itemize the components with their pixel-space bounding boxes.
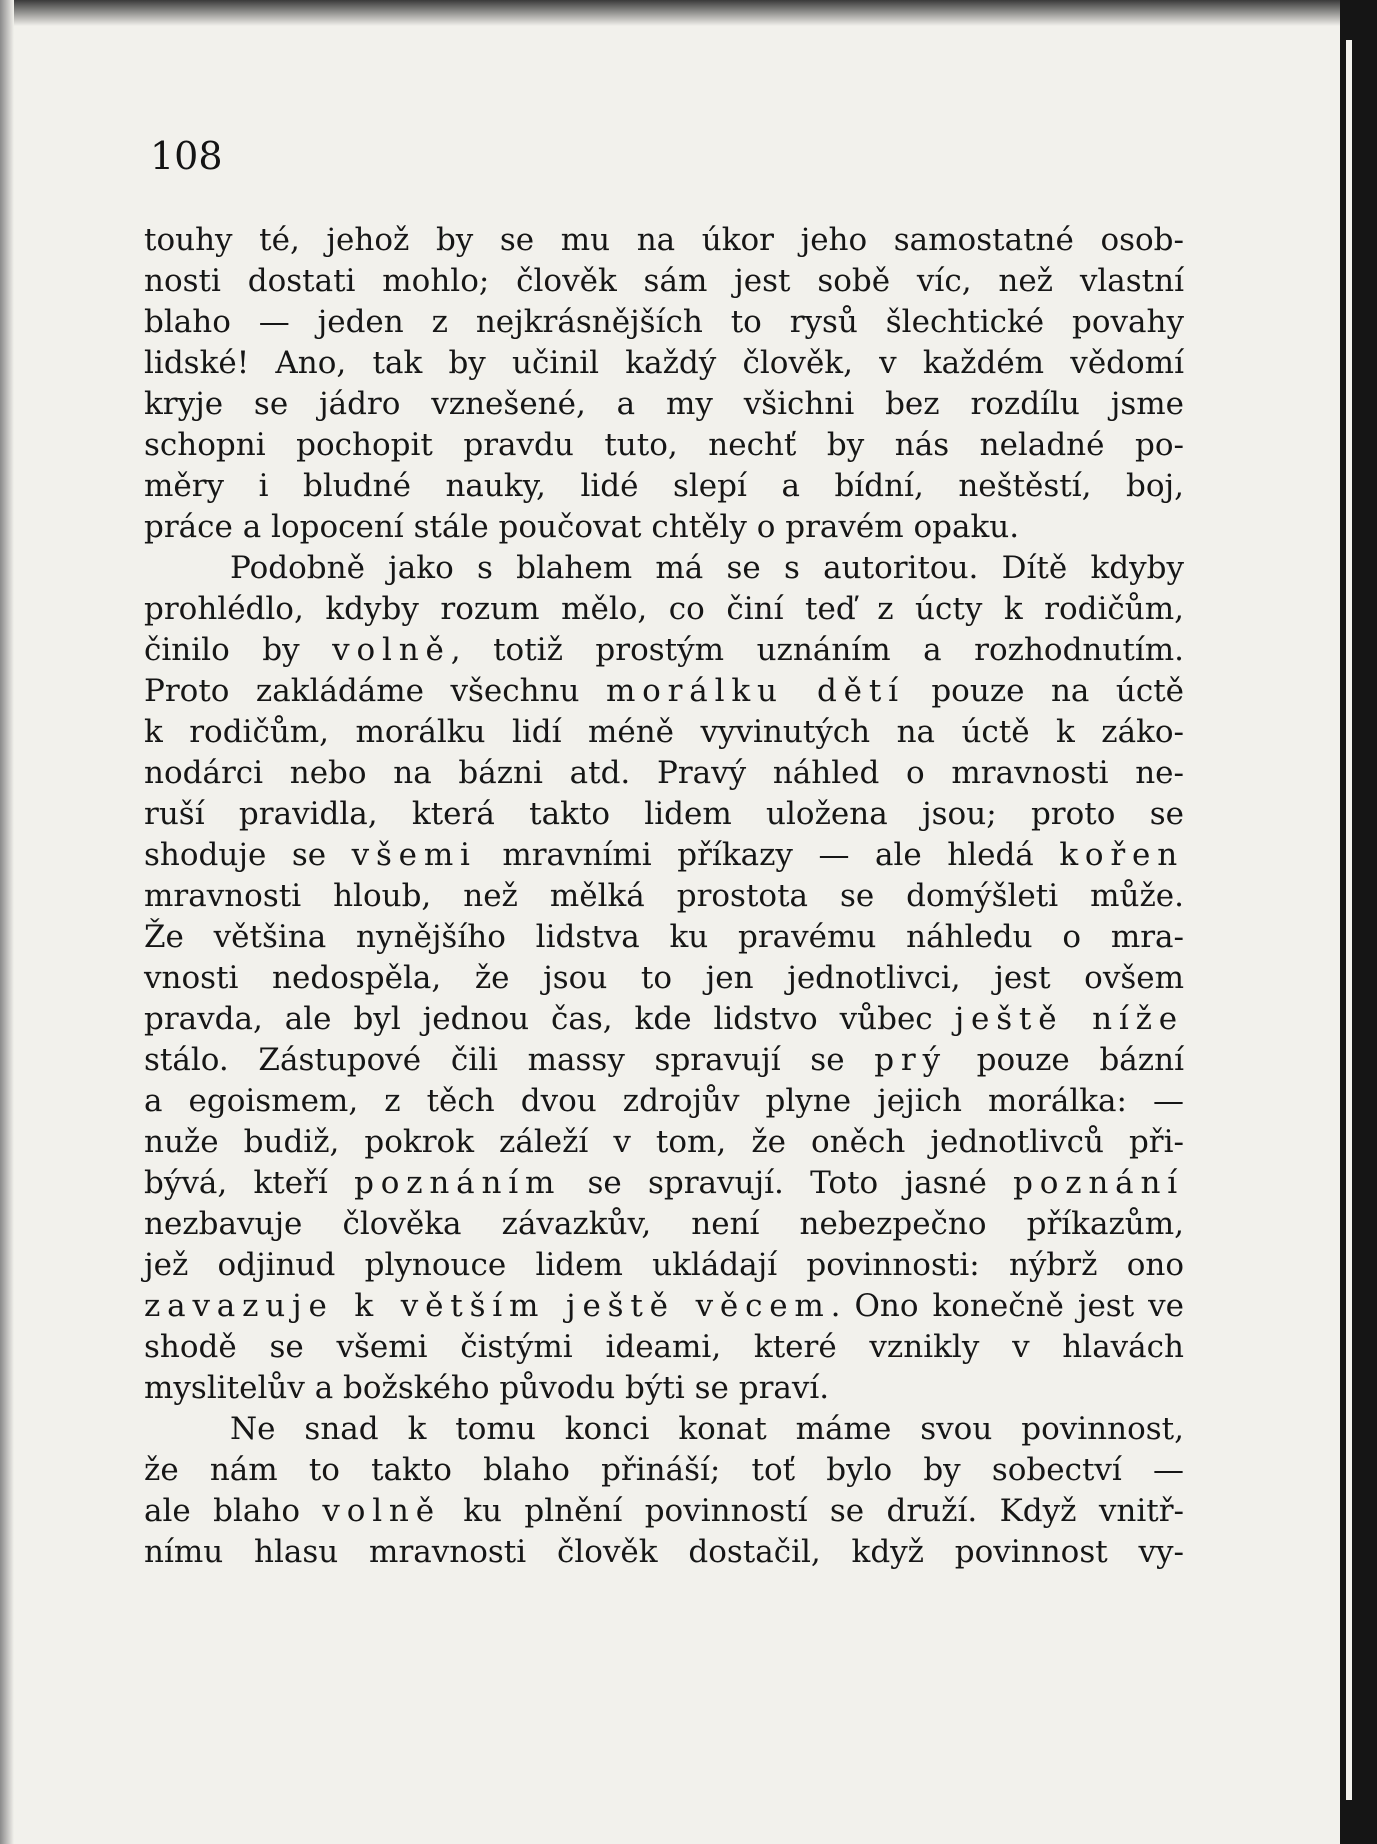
text-segment: pouze na úctě — [904, 673, 1185, 709]
emphasized-text: volně — [332, 632, 451, 668]
emphasized-text: kořen — [1059, 837, 1184, 873]
text-line: shodě se všemi čistými ideami, které vznikly v hlavách — [144, 1329, 1184, 1365]
text-segment: shoduje se — [144, 837, 352, 873]
emphasized-text: volně — [322, 1493, 441, 1529]
text-segment: , totiž prostým uznáním a rozhodnutím. — [450, 632, 1184, 668]
text-segment: ku plnění povinností se druží. Když vnitř- — [440, 1493, 1185, 1529]
text-line — [144, 835, 1184, 876]
text-segment: stálo. Zástupové čili massy spravují se — [144, 1042, 875, 1078]
text-line: mravnosti hloub, než mělká prostota se domýšleti může. — [144, 878, 1184, 914]
text-line: prohlédlo, kdyby rozum mělo, co činí teď z úcty k rodičům, — [144, 591, 1184, 627]
text-line: kryje se jádro vznešené, a my všichni bez rozdílu jsme — [144, 386, 1184, 422]
text-line: nuže budiž, pokrok záleží v tom, že oněch jednotlivců při- — [144, 1124, 1184, 1160]
text-line: práce a lopocení stále poučovat chtěly o pravém opaku. — [144, 509, 1020, 545]
text-segment: . Ono konečně jest ve — [830, 1288, 1184, 1324]
text-segment: mravními příkazy — ale hledá — [476, 837, 1060, 873]
emphasized-text: poznání — [1013, 1165, 1184, 1201]
text-line: blaho — jeden z nejkrásnějších to rysů šlechtické povahy — [144, 304, 1184, 340]
text-segment: Proto zakládáme všechnu — [144, 673, 606, 709]
emphasized-text: všemi — [351, 837, 477, 873]
text-line — [144, 1491, 1184, 1532]
text-line — [144, 630, 1184, 671]
body-text — [144, 220, 1184, 1573]
emphasized-text: zavazuje k větším ještě věcem — [144, 1288, 831, 1324]
emphasized-text: prý — [874, 1042, 947, 1078]
page-edge-highlight — [1346, 40, 1352, 1800]
text-segment: pouze bázní — [946, 1042, 1184, 1078]
text-segment: činilo by — [144, 632, 333, 668]
emphasized-text: morálku dětí — [605, 673, 905, 709]
text-line: k rodičům, morálku lidí méně vyvinutých na úctě k záko- — [144, 714, 1184, 750]
text-line: schopni pochopit pravdu tuto, nechť by nás neladné po- — [144, 427, 1184, 463]
text-line: nezbavuje člověka závazkův, není nebezpečno příkazům, — [144, 1206, 1184, 1242]
text-line: Podobně jako s blahem má se s autoritou. Dítě kdyby — [230, 550, 1184, 586]
text-line — [144, 999, 1184, 1040]
top-edge-shadow — [0, 0, 1340, 26]
emphasized-text: poznáním — [354, 1165, 562, 1201]
text-line: Ne snad k tomu konci konat máme svou povinnost, — [230, 1411, 1184, 1447]
text-line: ruší pravidla, která takto lidem uložena jsou; proto se — [144, 796, 1184, 832]
text-segment: se spravují. Toto jasné — [561, 1165, 1014, 1201]
text-line: Že většina nynějšího lidstva ku pravému náhledu o mra- — [144, 919, 1184, 955]
text-line: jež odjinud plynouce lidem ukládají povinnosti: nýbrž ono — [144, 1247, 1184, 1283]
text-line: touhy té, jehož by se mu na úkor jeho samostatné osob- — [144, 222, 1184, 258]
text-line — [144, 1040, 1184, 1081]
text-line — [144, 1286, 1184, 1327]
page-binding-edge — [1340, 0, 1377, 1844]
text-segment: pravda, ale byl jednou čas, kde lidstvo vůbec — [144, 1001, 955, 1037]
text-segment: ale blaho — [144, 1493, 323, 1529]
text-segment: bývá, kteří — [144, 1165, 355, 1201]
text-line: nímu hlasu mravnosti člověk dostačil, když povinnost vy- — [144, 1534, 1184, 1570]
text-line: že nám to takto blaho přináší; toť bylo by sobectví — — [144, 1452, 1184, 1488]
text-line: a egoismem, z těch dvou zdrojův plyne jejich morálka: — — [144, 1083, 1184, 1119]
text-line: lidské! Ano, tak by učinil každý člověk, v každém vědomí — [144, 345, 1184, 381]
text-line: měry i bludné nauky, lidé slepí a bídní, neštěstí, boj, — [144, 468, 1184, 504]
text-line — [144, 671, 1184, 712]
left-edge-shadow — [0, 0, 14, 1844]
text-line — [144, 1163, 1184, 1204]
text-line: nosti dostati mohlo; člověk sám jest sobě víc, než vlastní — [144, 263, 1184, 299]
emphasized-text: ještě níže — [954, 1001, 1184, 1037]
text-line: nodárci nebo na bázni atd. Pravý náhled o mravnosti ne- — [144, 755, 1184, 791]
text-line: myslitelův a božského původu býti se praví. — [144, 1370, 830, 1406]
page-number: 108 — [150, 134, 223, 178]
text-line: vnosti nedospěla, že jsou to jen jednotlivci, jest ovšem — [144, 960, 1184, 996]
